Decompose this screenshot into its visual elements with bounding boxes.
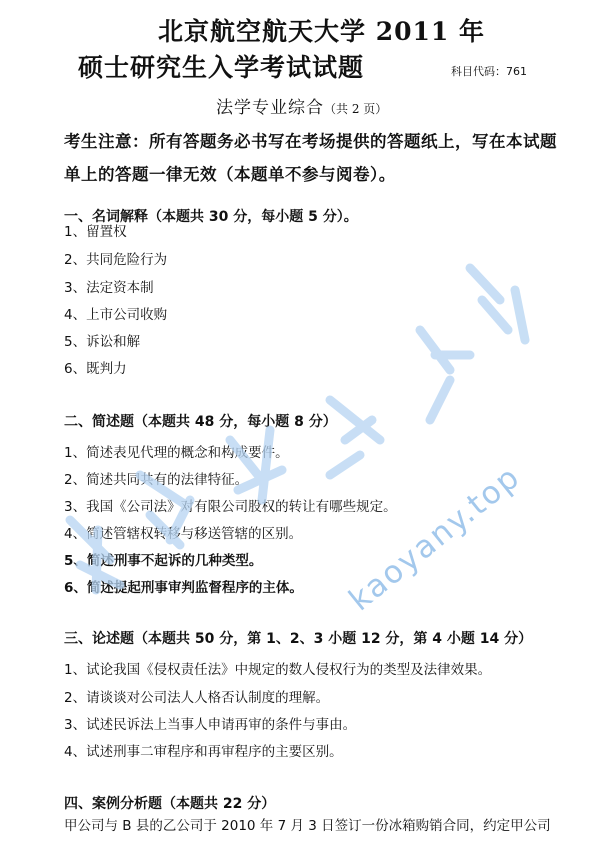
- subject-name: 法学专业综合: [216, 98, 324, 118]
- section-3-item: 3、试述民诉法上当事人申请再审的条件与事由。: [64, 717, 357, 733]
- section-3-heading: 三、论述题（本题共 50 分，第 1、2、3 小题 12 分，第 4 小题 14 分）: [64, 631, 533, 647]
- section-1-item: 4、上市公司收购: [64, 307, 168, 323]
- section-2-heading: 二、简述题（本题共 48 分，每小题 8 分）: [64, 414, 337, 430]
- section-2-item: 5、简述刑事不起诉的几种类型。: [64, 553, 263, 569]
- section-1-item: 2、共同危险行为: [64, 252, 168, 268]
- section-2-item: 4、简述管辖权转移与移送管辖的区别。: [64, 526, 303, 542]
- section-4-heading: 四、案例分析题（本题共 22 分）: [64, 796, 276, 812]
- section-3-item: 2、请谈谈对公司法人人格否认制度的理解。: [64, 690, 330, 706]
- section-1-item: 1、留置权: [64, 224, 127, 240]
- candidate-notice: 考生注意：所有答题务必书写在考场提供的答题纸上，写在本试题单上的答题一律无效（本题单不参与阅卷）。: [64, 132, 557, 184]
- section-1-item: 5、诉讼和解: [64, 334, 141, 350]
- university-title: 北京航空航天大学 2011 年: [158, 17, 485, 46]
- watermark-text: kaoyany.top: [342, 458, 528, 619]
- case-text: 甲公司与 B 县的乙公司于 2010 年 7 月 3 日签订一份冰箱购销合同，约定甲公司: [64, 818, 551, 834]
- exam-title: 硕士研究生入学考试试题: [78, 53, 365, 82]
- section-1-item: 6、既判力: [64, 361, 127, 377]
- section-3-item: 1、试论我国《侵权责任法》中规定的数人侵权行为的类型及法律效果。: [64, 662, 492, 678]
- section-2-item: 1、简述表见代理的概念和构成要件。: [64, 445, 289, 461]
- section-2-item: 3、我国《公司法》对有限公司股权的转让有哪些规定。: [64, 499, 397, 515]
- section-1-item: 3、法定资本制: [64, 280, 154, 296]
- page-count: （共 2 页）: [324, 102, 388, 116]
- subject-code: 科目代码：761: [451, 65, 527, 78]
- section-2-item: 2、简述共同共有的法律特征。: [64, 472, 249, 488]
- section-2-item: 6、简述提起刑事审判监督程序的主体。: [64, 580, 303, 596]
- subject-line: [216, 93, 387, 118]
- section-1-heading: 一、名词解释（本题共 30 分，每小题 5 分）。: [64, 209, 358, 225]
- section-3-item: 4、试述刑事二审程序和再审程序的主要区别。: [64, 744, 343, 760]
